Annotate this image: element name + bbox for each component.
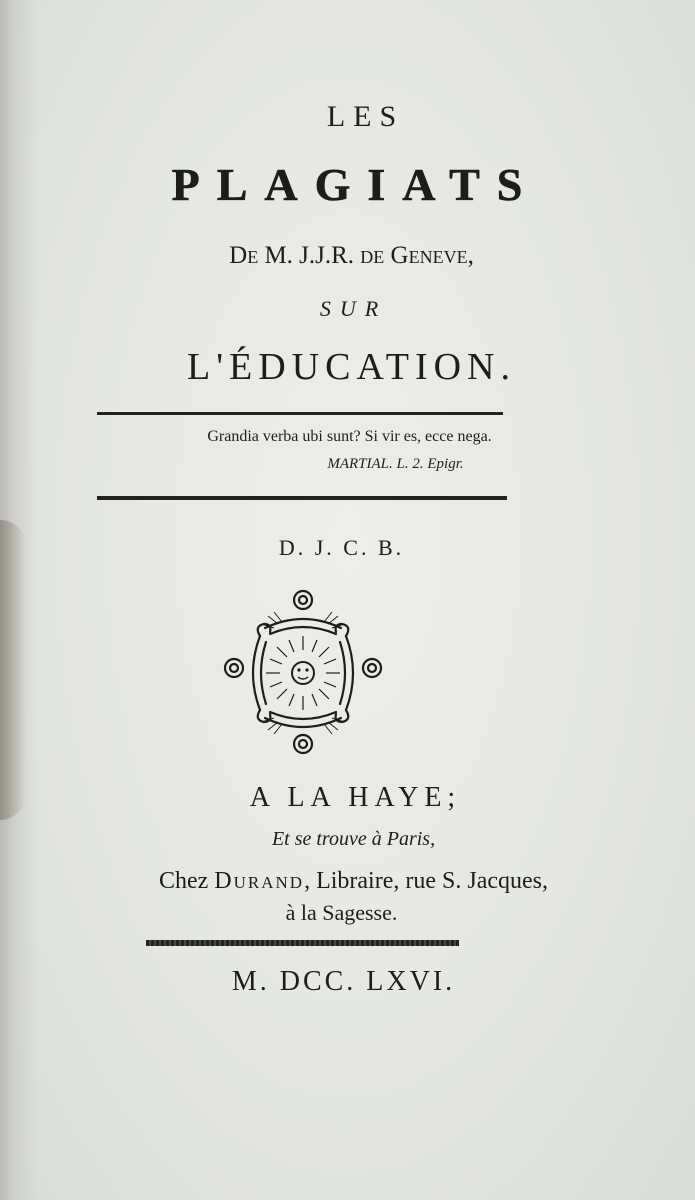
rule-lower: [97, 496, 507, 500]
title-line-plagiats: PLAGIATS: [171, 159, 540, 210]
imprint-sign: à la Sagesse.: [285, 900, 398, 925]
title-line-sur: SUR: [319, 296, 388, 321]
rule-imprint: [146, 940, 459, 946]
paper-stain: [0, 520, 26, 820]
title-line-author: De M. J.J.R. de Geneve,: [229, 242, 474, 269]
imprint-also-found: Et se trouve à Paris,: [271, 828, 436, 850]
imprint-printer: [6, 868, 695, 895]
imprint-place: A LA HAYE;: [249, 782, 462, 813]
imprint-printer-name: Durand: [214, 868, 305, 894]
printer-ornament-icon: [220, 588, 386, 758]
rule-upper: [97, 412, 503, 415]
imprint-printer-suffix: , Libraire, rue S. Jacques,: [304, 868, 548, 894]
epigraph-text: Grandia verba ubi sunt? Si vir es, ecce nega.: [207, 428, 492, 445]
title-line-education: L'ÉDUCATION.: [187, 346, 516, 388]
epigraph-attribution: MARTIAL. L. 2. Epigr.: [327, 456, 464, 472]
title-line-les: LES: [326, 100, 405, 133]
imprint-printer-prefix: Chez: [158, 868, 215, 894]
publication-date: M. DCC. LXVI.: [231, 966, 456, 997]
author-initials: D. J. C. B.: [278, 535, 405, 560]
